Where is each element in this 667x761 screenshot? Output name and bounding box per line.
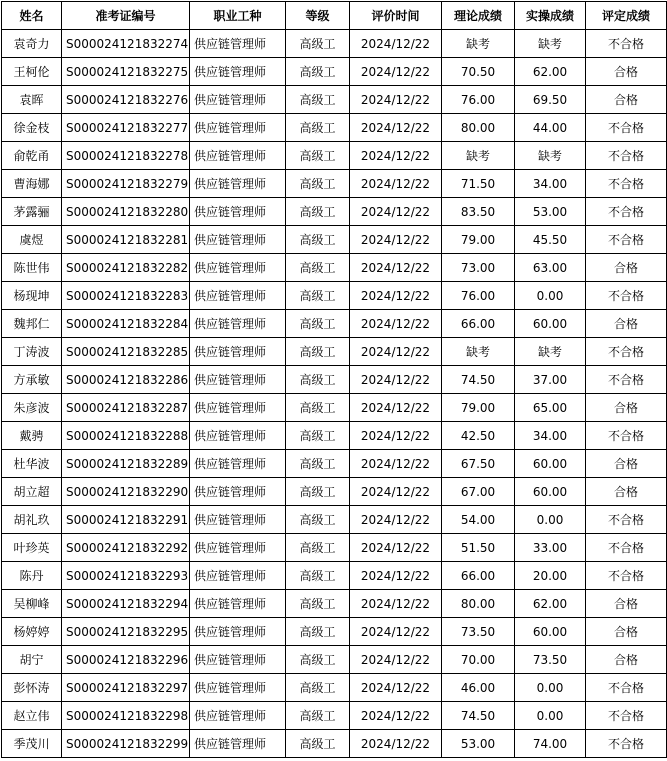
cell-theory-score: 73.50: [442, 618, 515, 646]
cell-name: 袁奇力: [2, 30, 62, 58]
cell-name: 杨现坤: [2, 282, 62, 310]
cell-name: 曹海娜: [2, 170, 62, 198]
table-row: [2, 730, 667, 758]
cell-occupation: 供应链管理师: [190, 142, 286, 170]
cell-result: 不合格: [586, 170, 667, 198]
cell-name: 方承敏: [2, 366, 62, 394]
cell-name: 赵立伟: [2, 702, 62, 730]
table-row: [2, 86, 667, 114]
cell-practical-score: 60.00: [515, 450, 586, 478]
cell-ticket-id: S000024121832279: [62, 170, 190, 198]
table-row: [2, 282, 667, 310]
cell-ticket-id: S000024121832277: [62, 114, 190, 142]
cell-eval-date: 2024/12/22: [350, 394, 442, 422]
cell-name: 徐金枝: [2, 114, 62, 142]
cell-practical-score: 65.00: [515, 394, 586, 422]
header-eval-date: 评价时间: [350, 2, 442, 30]
cell-level: 高级工: [286, 394, 350, 422]
cell-result: 不合格: [586, 142, 667, 170]
cell-theory-score: 42.50: [442, 422, 515, 450]
cell-level: 高级工: [286, 422, 350, 450]
cell-practical-score: 45.50: [515, 226, 586, 254]
cell-level: 高级工: [286, 646, 350, 674]
cell-level: 高级工: [286, 618, 350, 646]
cell-practical-score: 74.00: [515, 730, 586, 758]
cell-ticket-id: S000024121832288: [62, 422, 190, 450]
cell-theory-score: 缺考: [442, 338, 515, 366]
cell-level: 高级工: [286, 310, 350, 338]
cell-eval-date: 2024/12/22: [350, 674, 442, 702]
cell-level: 高级工: [286, 702, 350, 730]
cell-occupation: 供应链管理师: [190, 86, 286, 114]
cell-name: 陈丹: [2, 562, 62, 590]
cell-level: 高级工: [286, 58, 350, 86]
header-row: [2, 2, 667, 30]
cell-eval-date: 2024/12/22: [350, 198, 442, 226]
cell-level: 高级工: [286, 590, 350, 618]
cell-practical-score: 63.00: [515, 254, 586, 282]
table-row: [2, 450, 667, 478]
cell-result: 合格: [586, 254, 667, 282]
cell-practical-score: 缺考: [515, 142, 586, 170]
cell-eval-date: 2024/12/22: [350, 422, 442, 450]
results-table: [1, 1, 667, 758]
cell-practical-score: 0.00: [515, 674, 586, 702]
cell-level: 高级工: [286, 142, 350, 170]
cell-result: 不合格: [586, 226, 667, 254]
cell-theory-score: 76.00: [442, 282, 515, 310]
cell-theory-score: 66.00: [442, 562, 515, 590]
cell-theory-score: 80.00: [442, 114, 515, 142]
table-row: [2, 702, 667, 730]
cell-eval-date: 2024/12/22: [350, 366, 442, 394]
cell-result: 合格: [586, 450, 667, 478]
cell-occupation: 供应链管理师: [190, 226, 286, 254]
cell-occupation: 供应链管理师: [190, 674, 286, 702]
cell-theory-score: 54.00: [442, 506, 515, 534]
cell-eval-date: 2024/12/22: [350, 310, 442, 338]
table-row: [2, 198, 667, 226]
cell-name: 袁晖: [2, 86, 62, 114]
cell-result: 合格: [586, 394, 667, 422]
cell-theory-score: 74.50: [442, 366, 515, 394]
cell-level: 高级工: [286, 86, 350, 114]
cell-name: 叶珍英: [2, 534, 62, 562]
cell-theory-score: 46.00: [442, 674, 515, 702]
cell-practical-score: 33.00: [515, 534, 586, 562]
cell-ticket-id: S000024121832295: [62, 618, 190, 646]
cell-theory-score: 74.50: [442, 702, 515, 730]
cell-name: 彭怀涛: [2, 674, 62, 702]
header-name: 姓名: [2, 2, 62, 30]
cell-occupation: 供应链管理师: [190, 478, 286, 506]
cell-occupation: 供应链管理师: [190, 618, 286, 646]
table-row: [2, 618, 667, 646]
cell-ticket-id: S000024121832290: [62, 478, 190, 506]
cell-level: 高级工: [286, 506, 350, 534]
cell-practical-score: 60.00: [515, 310, 586, 338]
cell-eval-date: 2024/12/22: [350, 86, 442, 114]
cell-eval-date: 2024/12/22: [350, 282, 442, 310]
cell-occupation: 供应链管理师: [190, 310, 286, 338]
cell-name: 俞乾甬: [2, 142, 62, 170]
cell-ticket-id: S000024121832275: [62, 58, 190, 86]
header-result: 评定成绩: [586, 2, 667, 30]
table-row: [2, 366, 667, 394]
cell-result: 合格: [586, 310, 667, 338]
cell-level: 高级工: [286, 198, 350, 226]
cell-ticket-id: S000024121832296: [62, 646, 190, 674]
cell-eval-date: 2024/12/22: [350, 114, 442, 142]
header-occupation: 职业工种: [190, 2, 286, 30]
cell-name: 胡宁: [2, 646, 62, 674]
cell-eval-date: 2024/12/22: [350, 478, 442, 506]
cell-ticket-id: S000024121832285: [62, 338, 190, 366]
cell-theory-score: 67.00: [442, 478, 515, 506]
cell-ticket-id: S000024121832291: [62, 506, 190, 534]
cell-occupation: 供应链管理师: [190, 450, 286, 478]
cell-practical-score: 34.00: [515, 170, 586, 198]
cell-occupation: 供应链管理师: [190, 422, 286, 450]
cell-eval-date: 2024/12/22: [350, 58, 442, 86]
cell-level: 高级工: [286, 366, 350, 394]
cell-ticket-id: S000024121832281: [62, 226, 190, 254]
cell-result: 不合格: [586, 702, 667, 730]
cell-occupation: 供应链管理师: [190, 114, 286, 142]
table-row: [2, 506, 667, 534]
table-row: [2, 562, 667, 590]
cell-name: 魏邦仁: [2, 310, 62, 338]
cell-practical-score: 34.00: [515, 422, 586, 450]
cell-eval-date: 2024/12/22: [350, 142, 442, 170]
cell-practical-score: 62.00: [515, 590, 586, 618]
cell-result: 合格: [586, 590, 667, 618]
cell-occupation: 供应链管理师: [190, 394, 286, 422]
cell-level: 高级工: [286, 534, 350, 562]
header-practical-score: 实操成绩: [515, 2, 586, 30]
cell-practical-score: 0.00: [515, 702, 586, 730]
cell-eval-date: 2024/12/22: [350, 730, 442, 758]
cell-occupation: 供应链管理师: [190, 254, 286, 282]
cell-eval-date: 2024/12/22: [350, 254, 442, 282]
cell-eval-date: 2024/12/22: [350, 450, 442, 478]
cell-result: 不合格: [586, 534, 667, 562]
cell-result: 合格: [586, 618, 667, 646]
cell-result: 不合格: [586, 506, 667, 534]
cell-name: 丁涛波: [2, 338, 62, 366]
cell-occupation: 供应链管理师: [190, 170, 286, 198]
cell-occupation: 供应链管理师: [190, 562, 286, 590]
cell-practical-score: 20.00: [515, 562, 586, 590]
cell-theory-score: 79.00: [442, 394, 515, 422]
table-body: [2, 30, 667, 758]
cell-occupation: 供应链管理师: [190, 282, 286, 310]
cell-ticket-id: S000024121832283: [62, 282, 190, 310]
cell-practical-score: 73.50: [515, 646, 586, 674]
cell-result: 不合格: [586, 562, 667, 590]
cell-theory-score: 76.00: [442, 86, 515, 114]
table-row: [2, 114, 667, 142]
cell-ticket-id: S000024121832299: [62, 730, 190, 758]
cell-theory-score: 53.00: [442, 730, 515, 758]
cell-name: 杨婷婷: [2, 618, 62, 646]
cell-name: 虞煜: [2, 226, 62, 254]
cell-occupation: 供应链管理师: [190, 646, 286, 674]
cell-level: 高级工: [286, 114, 350, 142]
cell-practical-score: 缺考: [515, 338, 586, 366]
cell-ticket-id: S000024121832276: [62, 86, 190, 114]
cell-occupation: 供应链管理师: [190, 30, 286, 58]
cell-level: 高级工: [286, 282, 350, 310]
table-row: [2, 422, 667, 450]
cell-eval-date: 2024/12/22: [350, 702, 442, 730]
cell-ticket-id: S000024121832282: [62, 254, 190, 282]
cell-ticket-id: S000024121832297: [62, 674, 190, 702]
cell-occupation: 供应链管理师: [190, 198, 286, 226]
cell-level: 高级工: [286, 562, 350, 590]
cell-name: 杜华波: [2, 450, 62, 478]
table-row: [2, 226, 667, 254]
cell-name: 朱彦波: [2, 394, 62, 422]
cell-ticket-id: S000024121832294: [62, 590, 190, 618]
header-theory-score: 理论成绩: [442, 2, 515, 30]
cell-ticket-id: S000024121832278: [62, 142, 190, 170]
cell-name: 陈世伟: [2, 254, 62, 282]
cell-level: 高级工: [286, 478, 350, 506]
cell-theory-score: 73.00: [442, 254, 515, 282]
cell-level: 高级工: [286, 338, 350, 366]
cell-practical-score: 44.00: [515, 114, 586, 142]
cell-eval-date: 2024/12/22: [350, 170, 442, 198]
cell-result: 不合格: [586, 674, 667, 702]
cell-result: 不合格: [586, 198, 667, 226]
cell-eval-date: 2024/12/22: [350, 30, 442, 58]
cell-eval-date: 2024/12/22: [350, 562, 442, 590]
cell-theory-score: 70.50: [442, 58, 515, 86]
cell-practical-score: 0.00: [515, 282, 586, 310]
cell-theory-score: 51.50: [442, 534, 515, 562]
cell-occupation: 供应链管理师: [190, 506, 286, 534]
cell-theory-score: 缺考: [442, 142, 515, 170]
cell-name: 吴柳峰: [2, 590, 62, 618]
cell-eval-date: 2024/12/22: [350, 506, 442, 534]
table-row: [2, 478, 667, 506]
cell-practical-score: 60.00: [515, 618, 586, 646]
cell-theory-score: 79.00: [442, 226, 515, 254]
cell-level: 高级工: [286, 450, 350, 478]
cell-result: 不合格: [586, 282, 667, 310]
cell-ticket-id: S000024121832280: [62, 198, 190, 226]
cell-ticket-id: S000024121832274: [62, 30, 190, 58]
cell-ticket-id: S000024121832286: [62, 366, 190, 394]
header-level: 等级: [286, 2, 350, 30]
cell-level: 高级工: [286, 30, 350, 58]
cell-result: 不合格: [586, 30, 667, 58]
cell-occupation: 供应链管理师: [190, 590, 286, 618]
cell-result: 合格: [586, 86, 667, 114]
cell-name: 茅露骊: [2, 198, 62, 226]
cell-eval-date: 2024/12/22: [350, 646, 442, 674]
cell-name: 胡立超: [2, 478, 62, 506]
cell-practical-score: 60.00: [515, 478, 586, 506]
cell-eval-date: 2024/12/22: [350, 226, 442, 254]
table-row: [2, 170, 667, 198]
table-row: [2, 142, 667, 170]
table-row: [2, 534, 667, 562]
cell-occupation: 供应链管理师: [190, 338, 286, 366]
cell-practical-score: 69.50: [515, 86, 586, 114]
cell-level: 高级工: [286, 254, 350, 282]
cell-result: 不合格: [586, 422, 667, 450]
cell-result: 合格: [586, 478, 667, 506]
cell-level: 高级工: [286, 226, 350, 254]
cell-theory-score: 66.00: [442, 310, 515, 338]
cell-theory-score: 缺考: [442, 30, 515, 58]
cell-ticket-id: S000024121832287: [62, 394, 190, 422]
cell-occupation: 供应链管理师: [190, 366, 286, 394]
cell-level: 高级工: [286, 730, 350, 758]
table-row: [2, 30, 667, 58]
table-row: [2, 674, 667, 702]
cell-name: 王柯伦: [2, 58, 62, 86]
header-ticket-id: 准考证编号: [62, 2, 190, 30]
table-row: [2, 394, 667, 422]
cell-level: 高级工: [286, 674, 350, 702]
cell-ticket-id: S000024121832298: [62, 702, 190, 730]
cell-ticket-id: S000024121832289: [62, 450, 190, 478]
cell-theory-score: 67.50: [442, 450, 515, 478]
cell-result: 合格: [586, 58, 667, 86]
cell-practical-score: 62.00: [515, 58, 586, 86]
table-row: [2, 338, 667, 366]
cell-occupation: 供应链管理师: [190, 702, 286, 730]
cell-eval-date: 2024/12/22: [350, 618, 442, 646]
cell-result: 合格: [586, 646, 667, 674]
cell-ticket-id: S000024121832292: [62, 534, 190, 562]
cell-eval-date: 2024/12/22: [350, 590, 442, 618]
cell-name: 胡礼玖: [2, 506, 62, 534]
cell-ticket-id: S000024121832284: [62, 310, 190, 338]
cell-result: 不合格: [586, 114, 667, 142]
cell-result: 不合格: [586, 338, 667, 366]
cell-practical-score: 53.00: [515, 198, 586, 226]
cell-result: 不合格: [586, 730, 667, 758]
cell-practical-score: 37.00: [515, 366, 586, 394]
cell-ticket-id: S000024121832293: [62, 562, 190, 590]
table-row: [2, 254, 667, 282]
table-row: [2, 646, 667, 674]
cell-occupation: 供应链管理师: [190, 534, 286, 562]
cell-practical-score: 缺考: [515, 30, 586, 58]
cell-practical-score: 0.00: [515, 506, 586, 534]
cell-eval-date: 2024/12/22: [350, 338, 442, 366]
cell-name: 季茂川: [2, 730, 62, 758]
cell-result: 不合格: [586, 366, 667, 394]
table-row: [2, 310, 667, 338]
table-row: [2, 590, 667, 618]
cell-theory-score: 70.00: [442, 646, 515, 674]
table-row: [2, 58, 667, 86]
cell-occupation: 供应链管理师: [190, 730, 286, 758]
cell-level: 高级工: [286, 170, 350, 198]
cell-theory-score: 71.50: [442, 170, 515, 198]
cell-theory-score: 83.50: [442, 198, 515, 226]
cell-eval-date: 2024/12/22: [350, 534, 442, 562]
cell-theory-score: 80.00: [442, 590, 515, 618]
cell-name: 戴骋: [2, 422, 62, 450]
cell-occupation: 供应链管理师: [190, 58, 286, 86]
